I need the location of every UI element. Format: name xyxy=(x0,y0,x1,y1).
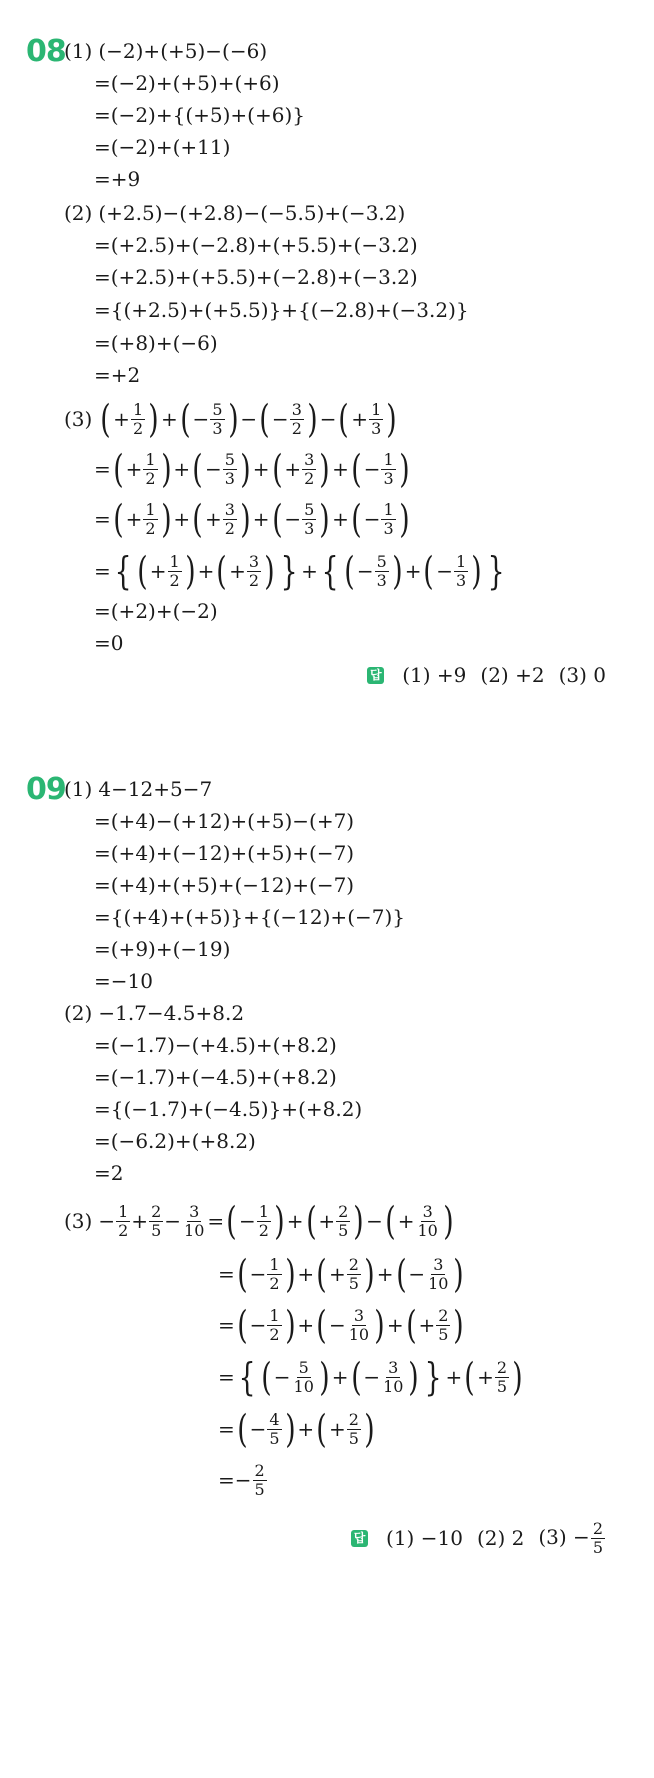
answer-badge-icon: 답 xyxy=(351,1530,368,1547)
p08-3-line-2: = ( + $\frac{1}{2}$ ) + ( + $\frac{3}{2}$ ) + ( − $\frac{5}{3}$ ) + ( − $\frac{1}{3}$ ) xyxy=(94,497,410,541)
part-label: (2) xyxy=(64,1001,93,1025)
expression: (+2.5)−(+2.8)−(−5.5)+(−3.2) xyxy=(98,201,406,225)
p09-3-line-4: = ( − $\frac{4}{5}$ ) + ( + $\frac{2}{5}$ ) xyxy=(218,1407,375,1451)
expression: −1.7−4.5+8.2 xyxy=(98,1001,245,1025)
p09-2-line-1: =(−1.7)−(+4.5)+(+8.2) xyxy=(94,1033,337,1057)
p09-1-line-1: =(+4)−(+12)+(+5)−(+7) xyxy=(94,809,355,833)
part-label: (2) xyxy=(64,201,93,225)
p09-3-line-5: =− $\frac{2}{5}$ xyxy=(218,1460,265,1499)
p08-3-line-1: = ( + $\frac{1}{2}$ ) + ( − $\frac{5}{3}$ ) + ( + $\frac{3}{2}$ ) + ( − $\frac{1}{3}$ ) xyxy=(94,447,410,491)
p08-3-line-0: (3) ( + $\frac{1}{2}$ ) + ( − $\frac{5}{3}$ ) − ( − $\frac{3}{2}$ ) − ( + $\frac{1}{3}$ ) xyxy=(64,397,397,441)
p08-2-line-4: =(+8)+(−6) xyxy=(94,331,218,355)
p09-3-line-3: = { ( − $\frac{5}{10}$ ) + ( − $\frac{3}{10}$ ) } + ( + $\frac{2}{5}$ ) xyxy=(218,1355,523,1399)
problem-number-08: 08 xyxy=(26,34,66,69)
part-label: (3) xyxy=(64,1209,93,1233)
p09-3-line-2: = ( − $\frac{1}{2}$ ) + ( − $\frac{3}{10}$ ) + ( + $\frac{2}{5}$ ) xyxy=(218,1303,465,1347)
p08-3-line-3: = { ( + $\frac{1}{2}$ ) + ( + $\frac{3}{2}$ ) } + { ( − $\frac{5}{3}$ ) + ( − $\frac{1}{3}$ ) } xyxy=(94,549,505,593)
p09-3-line-0: (3) − $\frac{1}{2}$ + $\frac{2}{5}$ − $\frac{3}{10}$ = ( − $\frac{1}{2}$ ) + ( + $\frac{2}{5}$ ) − ( + $\frac{3}{10}$ ) xyxy=(64,1199,454,1243)
answer-badge-icon: 답 xyxy=(367,667,384,684)
p08-2-line-2: =(+2.5)+(+5.5)+(−2.8)+(−3.2) xyxy=(94,265,418,289)
p09-2-line-4: =(−6.2)+(+8.2) xyxy=(94,1129,256,1153)
answer-08 xyxy=(367,660,606,690)
answer-item: (2) 2 xyxy=(476,1526,525,1550)
problem-number-09: 09 xyxy=(26,772,66,807)
p08-2-line-5: =+2 xyxy=(94,363,141,387)
expression: (−2)+(+5)−(−6) xyxy=(98,39,268,63)
p09-1-line-6: =−10 xyxy=(94,969,153,993)
p09-1-line-4: ={(+4)+(+5)}+{(−12)+(−7)} xyxy=(94,905,406,929)
p08-1-line-1: =(−2)+(+5)+(+6) xyxy=(94,71,280,95)
part-label: (3) xyxy=(64,407,93,431)
part-label: (1) xyxy=(64,777,93,801)
p09-1-line-5: =(+9)+(−19) xyxy=(94,937,231,961)
p08-2-line-1: =(+2.5)+(−2.8)+(+5.5)+(−3.2) xyxy=(94,233,418,257)
p09-3-line-1: = ( − $\frac{1}{2}$ ) + ( + $\frac{2}{5}$ ) + ( − $\frac{3}{10}$ ) xyxy=(218,1252,465,1296)
p08-3-line-4: =(+2)+(−2) xyxy=(94,599,218,623)
p09-1-line-0 xyxy=(64,774,212,804)
p08-1-line-3: =(−2)+(+11) xyxy=(94,135,231,159)
answer-item: (2) +2 xyxy=(480,663,545,687)
p08-2-line-3: ={(+2.5)+(+5.5)}+{(−2.8)+(−3.2)} xyxy=(94,298,469,322)
p09-1-line-3: =(+4)+(+5)+(−12)+(−7) xyxy=(94,873,355,897)
p08-1-line-2: =(−2)+{(+5)+(+6)} xyxy=(94,103,305,127)
answer-09 xyxy=(351,1510,606,1566)
part-label: (1) xyxy=(64,39,93,63)
p08-3-line-5: =0 xyxy=(94,631,124,655)
p08-2-line-0 xyxy=(64,198,405,228)
answer-item: (1) +9 xyxy=(402,663,467,687)
p08-1-line-4: =+9 xyxy=(94,167,141,191)
answer-item: (1) −10 xyxy=(386,1526,463,1550)
p09-2-line-0 xyxy=(64,998,244,1028)
p09-2-line-5: =2 xyxy=(94,1161,124,1185)
p09-2-line-2: =(−1.7)+(−4.5)+(+8.2) xyxy=(94,1065,337,1089)
p09-2-line-3: ={(−1.7)+(−4.5)}+(+8.2) xyxy=(94,1097,363,1121)
p08-1-line-0 xyxy=(64,36,267,66)
answer-item: (3) − $\frac{2}{5}$ xyxy=(538,1518,603,1557)
answer-item: (3) 0 xyxy=(558,663,606,687)
p09-1-line-2: =(+4)+(−12)+(+5)+(−7) xyxy=(94,841,355,865)
expression: 4−12+5−7 xyxy=(98,777,213,801)
